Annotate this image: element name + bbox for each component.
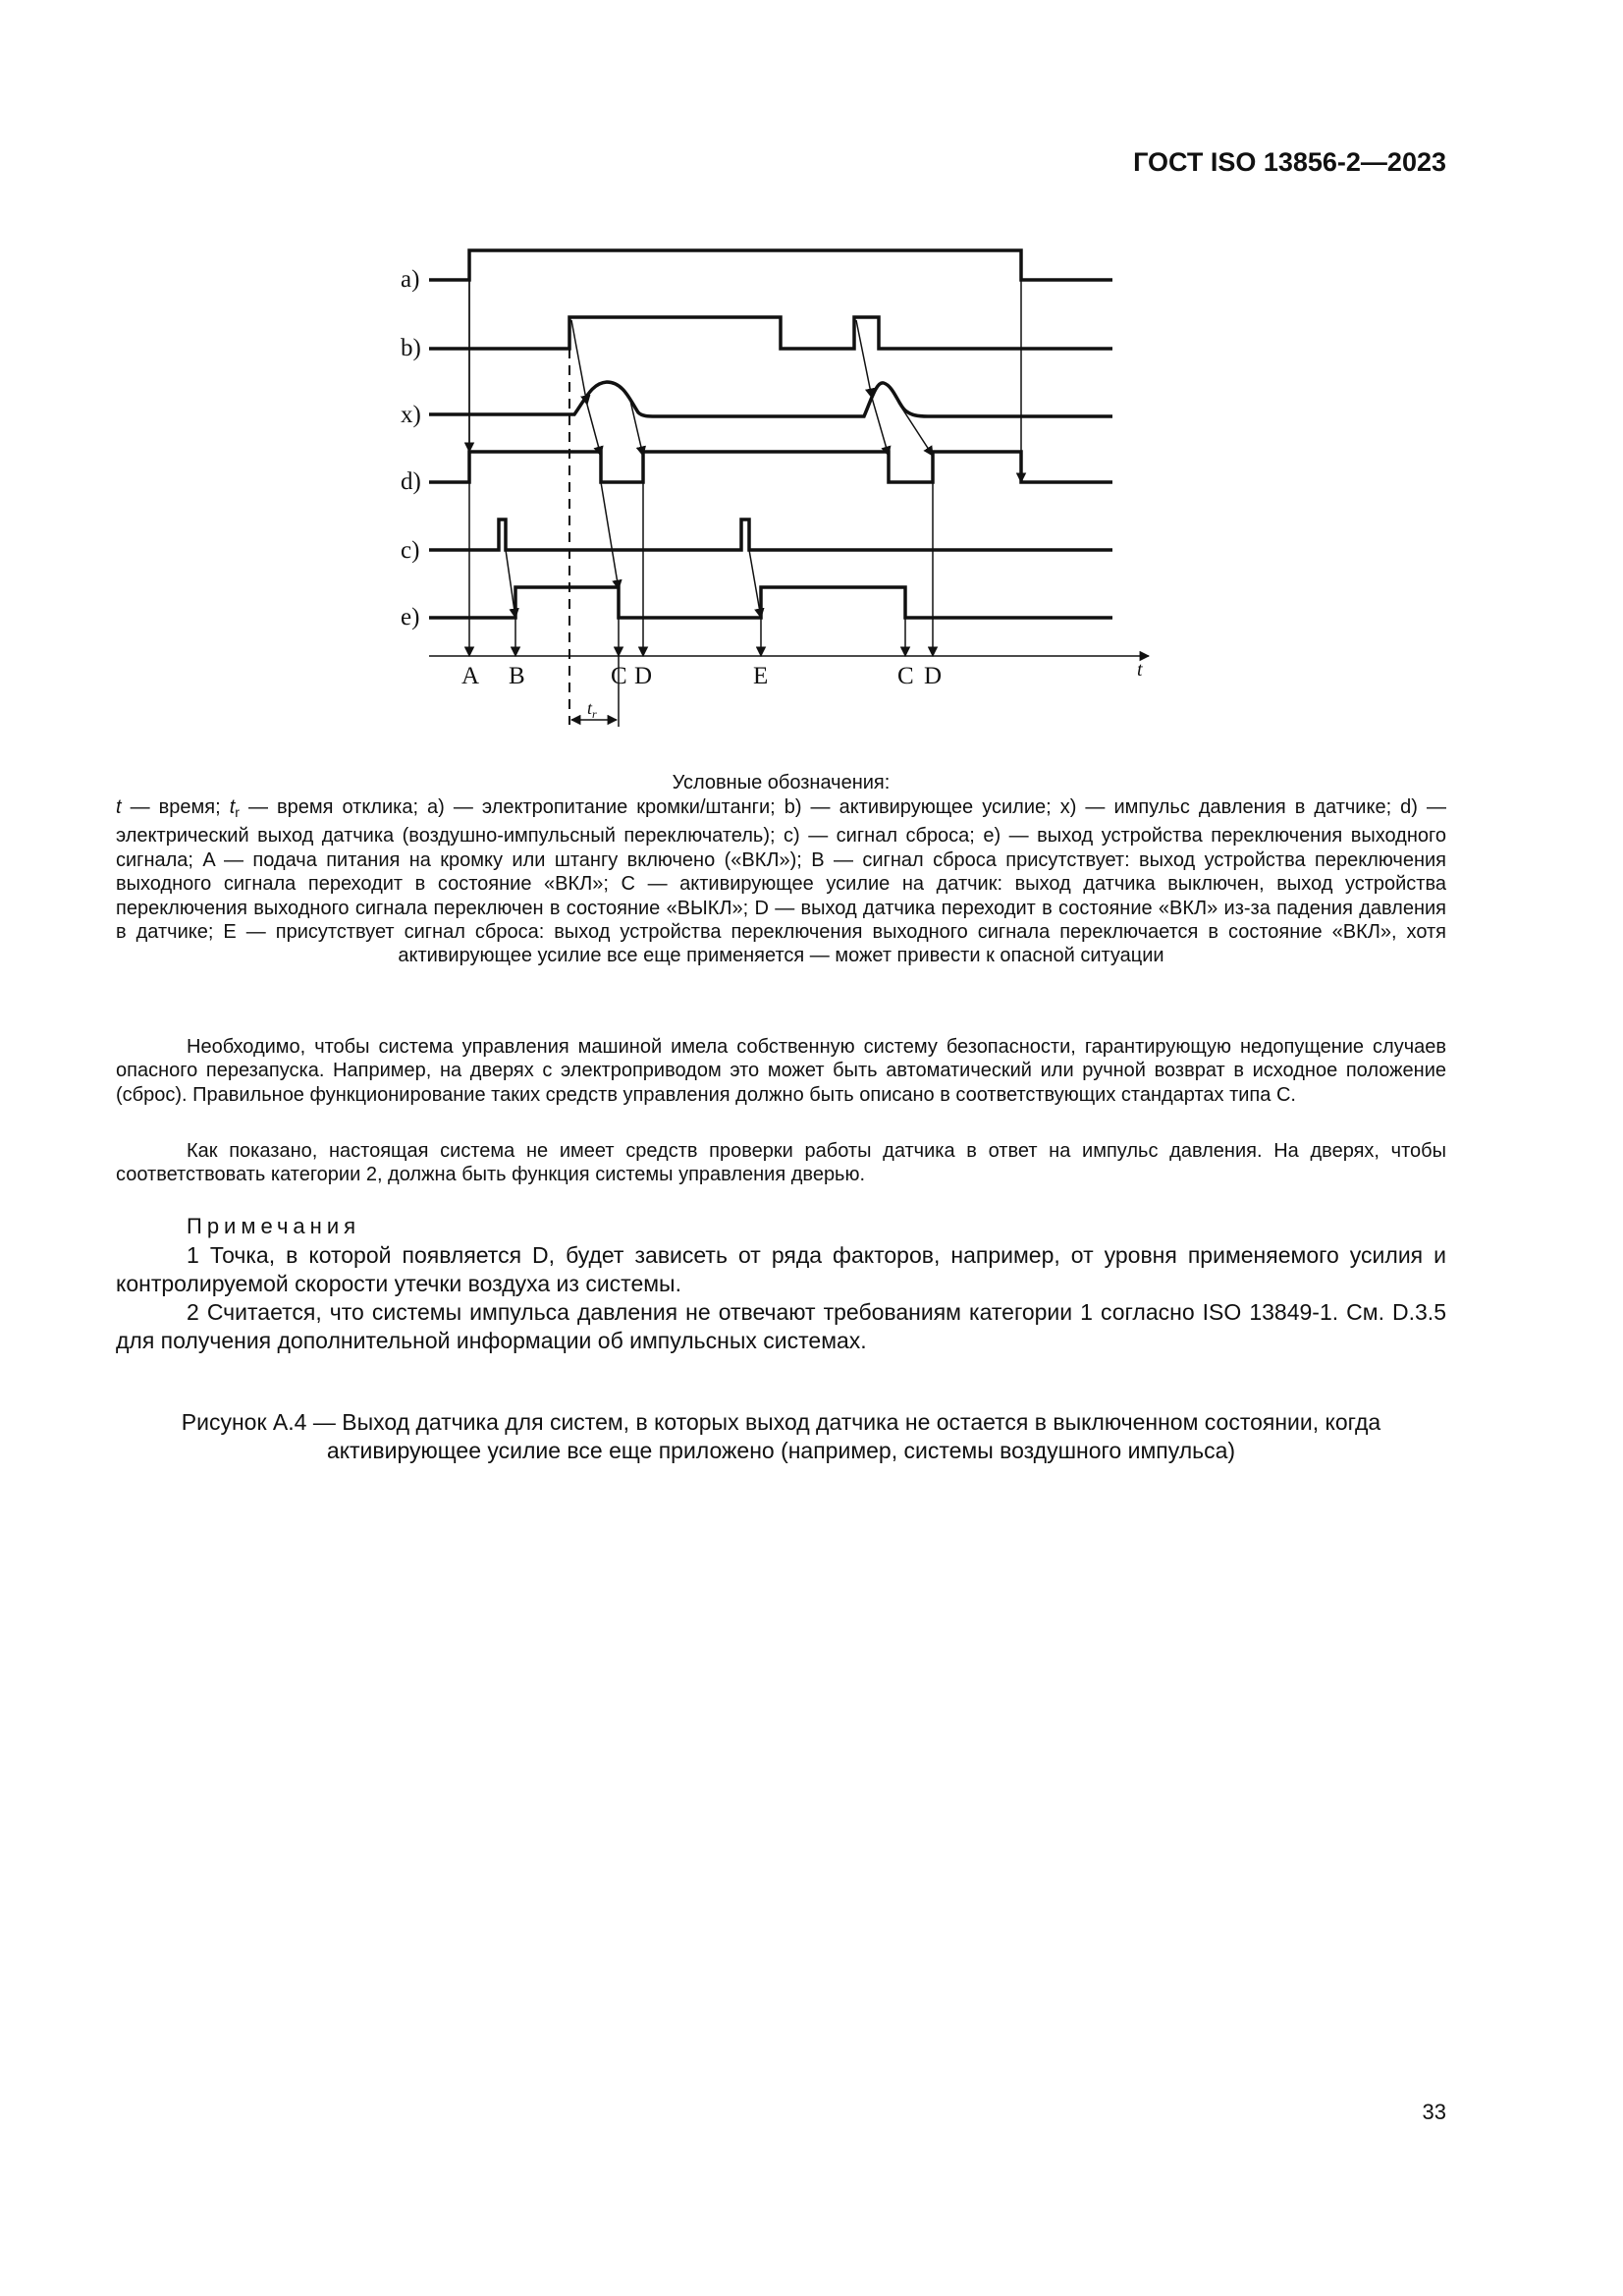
- signal-label-a: a): [401, 266, 420, 293]
- response-time-label: $t_r$: [587, 698, 597, 721]
- signal-label-d: d): [401, 468, 421, 495]
- legend-t-symbol: t: [116, 796, 122, 818]
- signal-b-trace: [429, 317, 1112, 349]
- signal-label-e: e): [401, 604, 420, 630]
- causal-arrow-x-d2: [872, 398, 889, 456]
- legend-t-text: — время;: [121, 796, 230, 818]
- notes-title: Примечания: [187, 1214, 361, 1238]
- page-number: 33: [1422, 2100, 1446, 2124]
- legend-body: [116, 795, 1446, 968]
- event-label-E: E: [753, 663, 769, 689]
- event-line-B: [506, 550, 515, 618]
- event-label-C2: C: [897, 663, 914, 689]
- event-line-E: [749, 550, 761, 618]
- event-label-D2: D: [924, 663, 943, 689]
- signal-label-c: c): [401, 537, 420, 564]
- signal-label-b: b): [401, 335, 421, 361]
- axis-label-t: t: [1137, 659, 1143, 681]
- note-2: 2 Считается, что системы импульса давления не отвечают требованиям категории 1 согласно ISO 13849-1. См. D.3.5 для получения дополнительной информации об импульсных системах.: [116, 1299, 1446, 1353]
- signal-e-trace: [429, 587, 1112, 618]
- causal-arrow-b-x1: [571, 320, 587, 405]
- event-label-A: A: [461, 663, 480, 689]
- paragraph-2: Как показано, настоящая система не имеет средств проверки работы датчика в ответ на импульс давления. На дверях, чтобы соответствовать категории 2, должна быть функция системы управления дверью.: [116, 1140, 1446, 1186]
- legend-tr-subscript: r: [235, 804, 240, 820]
- legend-tr-symbol: t: [229, 796, 236, 818]
- timing-diagram: [0, 0, 1623, 746]
- signal-c-trace: [429, 519, 1112, 550]
- signal-a-trace: [429, 250, 1112, 280]
- legend-title: Условные обозначения:: [672, 772, 891, 793]
- signal-label-x: x): [401, 402, 421, 428]
- note-1: 1 Точка, в которой появляется D, будет зависеть от ряда факторов, например, от уровня применяемого усилия и контролируемой скорости утечки воздуха из системы.: [116, 1242, 1446, 1296]
- paragraph-1: Необходимо, чтобы система управления машиной имела собственную систему безопасности, гарантирующую недопущение случаев опасного перезапуска. Например, на дверях с электроприводом это может быть автоматический или ручной возврат в исходное положение (сброс). Правильное функционирование таких средств управления должно быть описано в соответствующих стандартах типа С.: [116, 1036, 1446, 1106]
- causal-arrow-x-d1: [587, 405, 601, 456]
- event-label-B: B: [509, 663, 525, 689]
- causal-arrow-x-d2b: [898, 403, 933, 456]
- event-label-C1: C: [611, 663, 627, 689]
- signal-d-trace: [429, 452, 1112, 482]
- causal-arrow-d-e1: [601, 482, 619, 589]
- causal-arrow-b-x2: [856, 320, 872, 398]
- event-label-D1: D: [634, 663, 653, 689]
- signal-x-trace: [429, 382, 1112, 416]
- figure-caption: Рисунок А.4 — Выход датчика для систем, в которых выход датчика не остается в выключенном состоянии, когда активирующее усилие все еще приложено (например, системы воздушного импульса): [181, 1409, 1381, 1463]
- legend-text: — время отклика; a) — электропитание кромки/штанги; b) — активирующее усилие; x) — импульс давления в датчике; d) — электрический выход датчика (воздушно-импульсный переключатель); c) — сигнал сброса; e) — выход устройства переключения выходного сигнала; A — подача питания на кромку или штангу включено («ВКЛ»); B — сигнал сброса присутствует: выход устройства переключения выходного сигнала переходит в состояние «ВКЛ»; C — активирующее усилие на датчик: выход датчика выключен, выход устройства переключения выходного сигнала переключен в состояние «ВЫКЛ»; D — выход датчика переходит в состояние «ВКЛ» из-за падения давления в датчике; E — присутствует сигнал сброса: выход устройства переключения выходного сигнала переключается в состояние «ВКЛ», хотя активирующее усилие все еще применяется — может привести к опасной ситуации: [116, 796, 1446, 967]
- document-header: ГОСТ ISO 13856-2—2023: [1133, 147, 1446, 177]
